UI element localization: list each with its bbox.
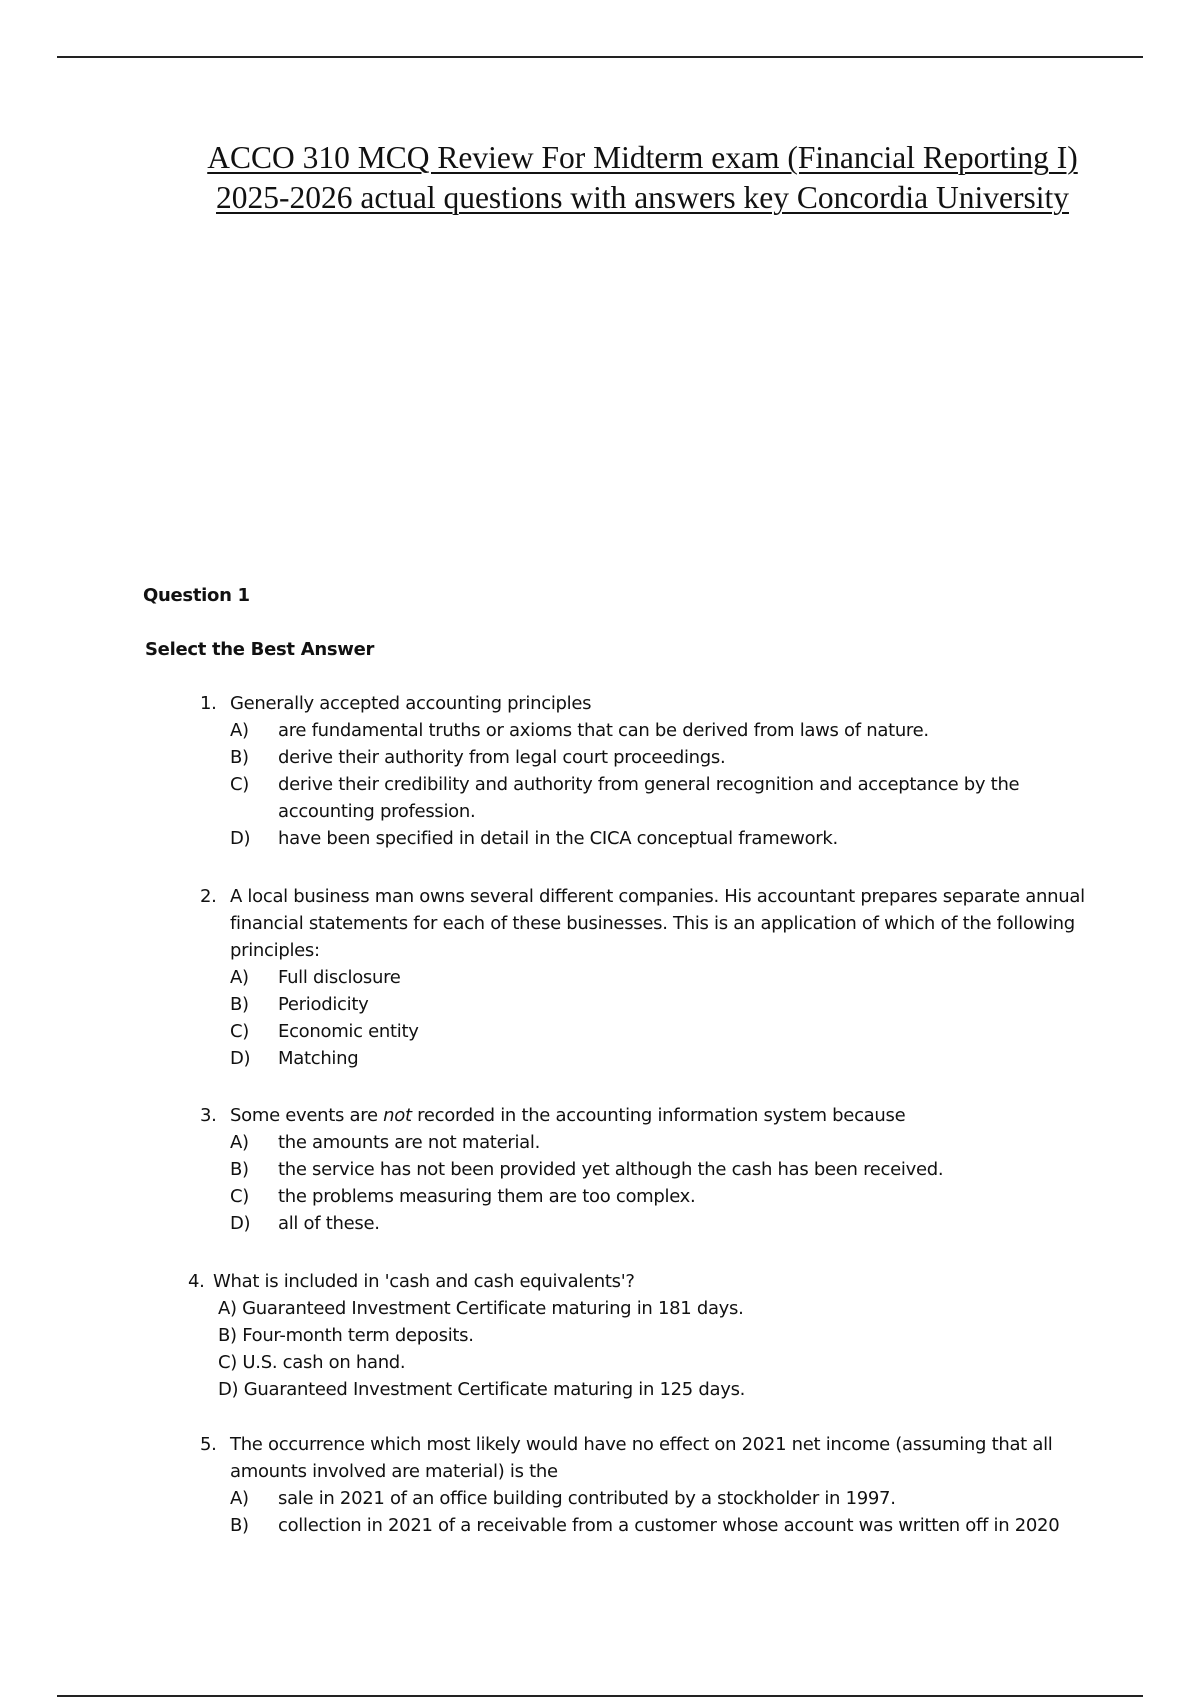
option-text: have been specified in detail in the CICA conceptual framework.	[278, 828, 838, 849]
option-letter: A)	[230, 967, 249, 988]
section-title: Question 1	[143, 585, 250, 606]
question-5-number: 5.	[200, 1434, 217, 1455]
title-line-1: ACCO 310 MCQ Review For Midterm exam (Financial Reporting I)	[207, 140, 1078, 175]
option-text: derive their credibility and authority from general recognition and acceptance by the accounting profession.	[278, 774, 1020, 822]
option-letter: D)	[230, 828, 251, 849]
section-instruction: Select the Best Answer	[145, 639, 375, 660]
bottom-rule	[57, 1695, 1143, 1697]
option-text: are fundamental truths or axioms that can be derived from laws of nature.	[278, 720, 929, 741]
question-2-option-b	[200, 991, 1100, 1018]
question-2-option-a	[200, 964, 1100, 991]
question-2-number: 2.	[200, 886, 217, 907]
option-letter: C)	[230, 1186, 249, 1207]
question-3-stem	[200, 1102, 1100, 1129]
question-5-stem	[200, 1431, 1100, 1485]
question-2-stem	[200, 883, 1100, 964]
question-1-text: Generally accepted accounting principles	[230, 693, 592, 714]
document-title	[0, 138, 1200, 218]
question-1-stem	[200, 690, 1100, 717]
question-3-option-a	[200, 1129, 1100, 1156]
option-text: the problems measuring them are too complex.	[278, 1186, 696, 1207]
question-4-text: What is included in 'cash and cash equivalents'?	[213, 1271, 635, 1292]
question-4-option-c: C) U.S. cash on hand.	[218, 1352, 406, 1373]
option-letter: D)	[230, 1213, 251, 1234]
question-2	[200, 883, 1100, 1072]
title-line-2: 2025-2026 actual questions with answers key Concordia University	[216, 180, 1069, 215]
question-3-text-before: Some events are	[230, 1105, 384, 1126]
option-text: collection in 2021 of a receivable from a customer whose account was written off in 2020	[278, 1515, 1060, 1536]
question-3-text-after: recorded in the accounting information system because	[411, 1105, 906, 1126]
option-letter: C)	[230, 774, 249, 795]
question-1-option-b	[200, 744, 1100, 771]
option-letter: A)	[230, 720, 249, 741]
option-letter: B)	[230, 1159, 249, 1180]
question-4-stem	[188, 1268, 1088, 1295]
question-5-option-a	[200, 1485, 1100, 1512]
top-rule	[57, 56, 1143, 58]
question-5	[200, 1431, 1100, 1539]
question-3-option-c	[200, 1183, 1100, 1210]
question-1-option-c	[200, 771, 1100, 825]
option-text: Periodicity	[278, 994, 369, 1015]
option-text: Economic entity	[278, 1021, 419, 1042]
option-text: all of these.	[278, 1213, 380, 1234]
question-4-option-b: B) Four-month term deposits.	[218, 1325, 474, 1346]
question-3-number: 3.	[200, 1105, 217, 1126]
question-5-text: The occurrence which most likely would have no effect on 2021 net income (assuming that all amounts involved are material) is the	[230, 1434, 1053, 1482]
option-letter: B)	[230, 1515, 249, 1536]
option-letter: A)	[230, 1488, 249, 1509]
option-letter: C)	[230, 1021, 249, 1042]
option-text: the service has not been provided yet although the cash has been received.	[278, 1159, 944, 1180]
question-3-option-b	[200, 1156, 1100, 1183]
question-1-option-a	[200, 717, 1100, 744]
option-text: sale in 2021 of an office building contributed by a stockholder in 1997.	[278, 1488, 896, 1509]
question-3-option-d	[200, 1210, 1100, 1237]
option-letter: A)	[230, 1132, 249, 1153]
option-text: Full disclosure	[278, 967, 401, 988]
option-text: the amounts are not material.	[278, 1132, 540, 1153]
question-2-text: A local business man owns several different companies. His accountant prepares separate annual financial statements for each of these businesses. This is an application of which of the following principles:	[230, 886, 1085, 961]
question-4	[188, 1268, 1088, 1403]
question-2-option-d	[200, 1045, 1100, 1072]
question-1-option-d	[200, 825, 1100, 852]
question-3	[200, 1102, 1100, 1237]
option-letter: D)	[230, 1048, 251, 1069]
question-4-option-d: D) Guaranteed Investment Certificate maturing in 125 days.	[218, 1379, 746, 1400]
question-3-text-emphasis: not	[383, 1105, 412, 1126]
question-1	[200, 690, 1100, 852]
option-letter: B)	[230, 994, 249, 1015]
question-1-number: 1.	[200, 693, 217, 714]
option-text: Matching	[278, 1048, 359, 1069]
option-letter: B)	[230, 747, 249, 768]
option-text: derive their authority from legal court proceedings.	[278, 747, 726, 768]
question-4-number: 4.	[188, 1271, 205, 1292]
question-4-option-a: A) Guaranteed Investment Certificate maturing in 181 days.	[218, 1298, 744, 1319]
question-5-option-b	[200, 1512, 1100, 1539]
question-2-option-c	[200, 1018, 1100, 1045]
